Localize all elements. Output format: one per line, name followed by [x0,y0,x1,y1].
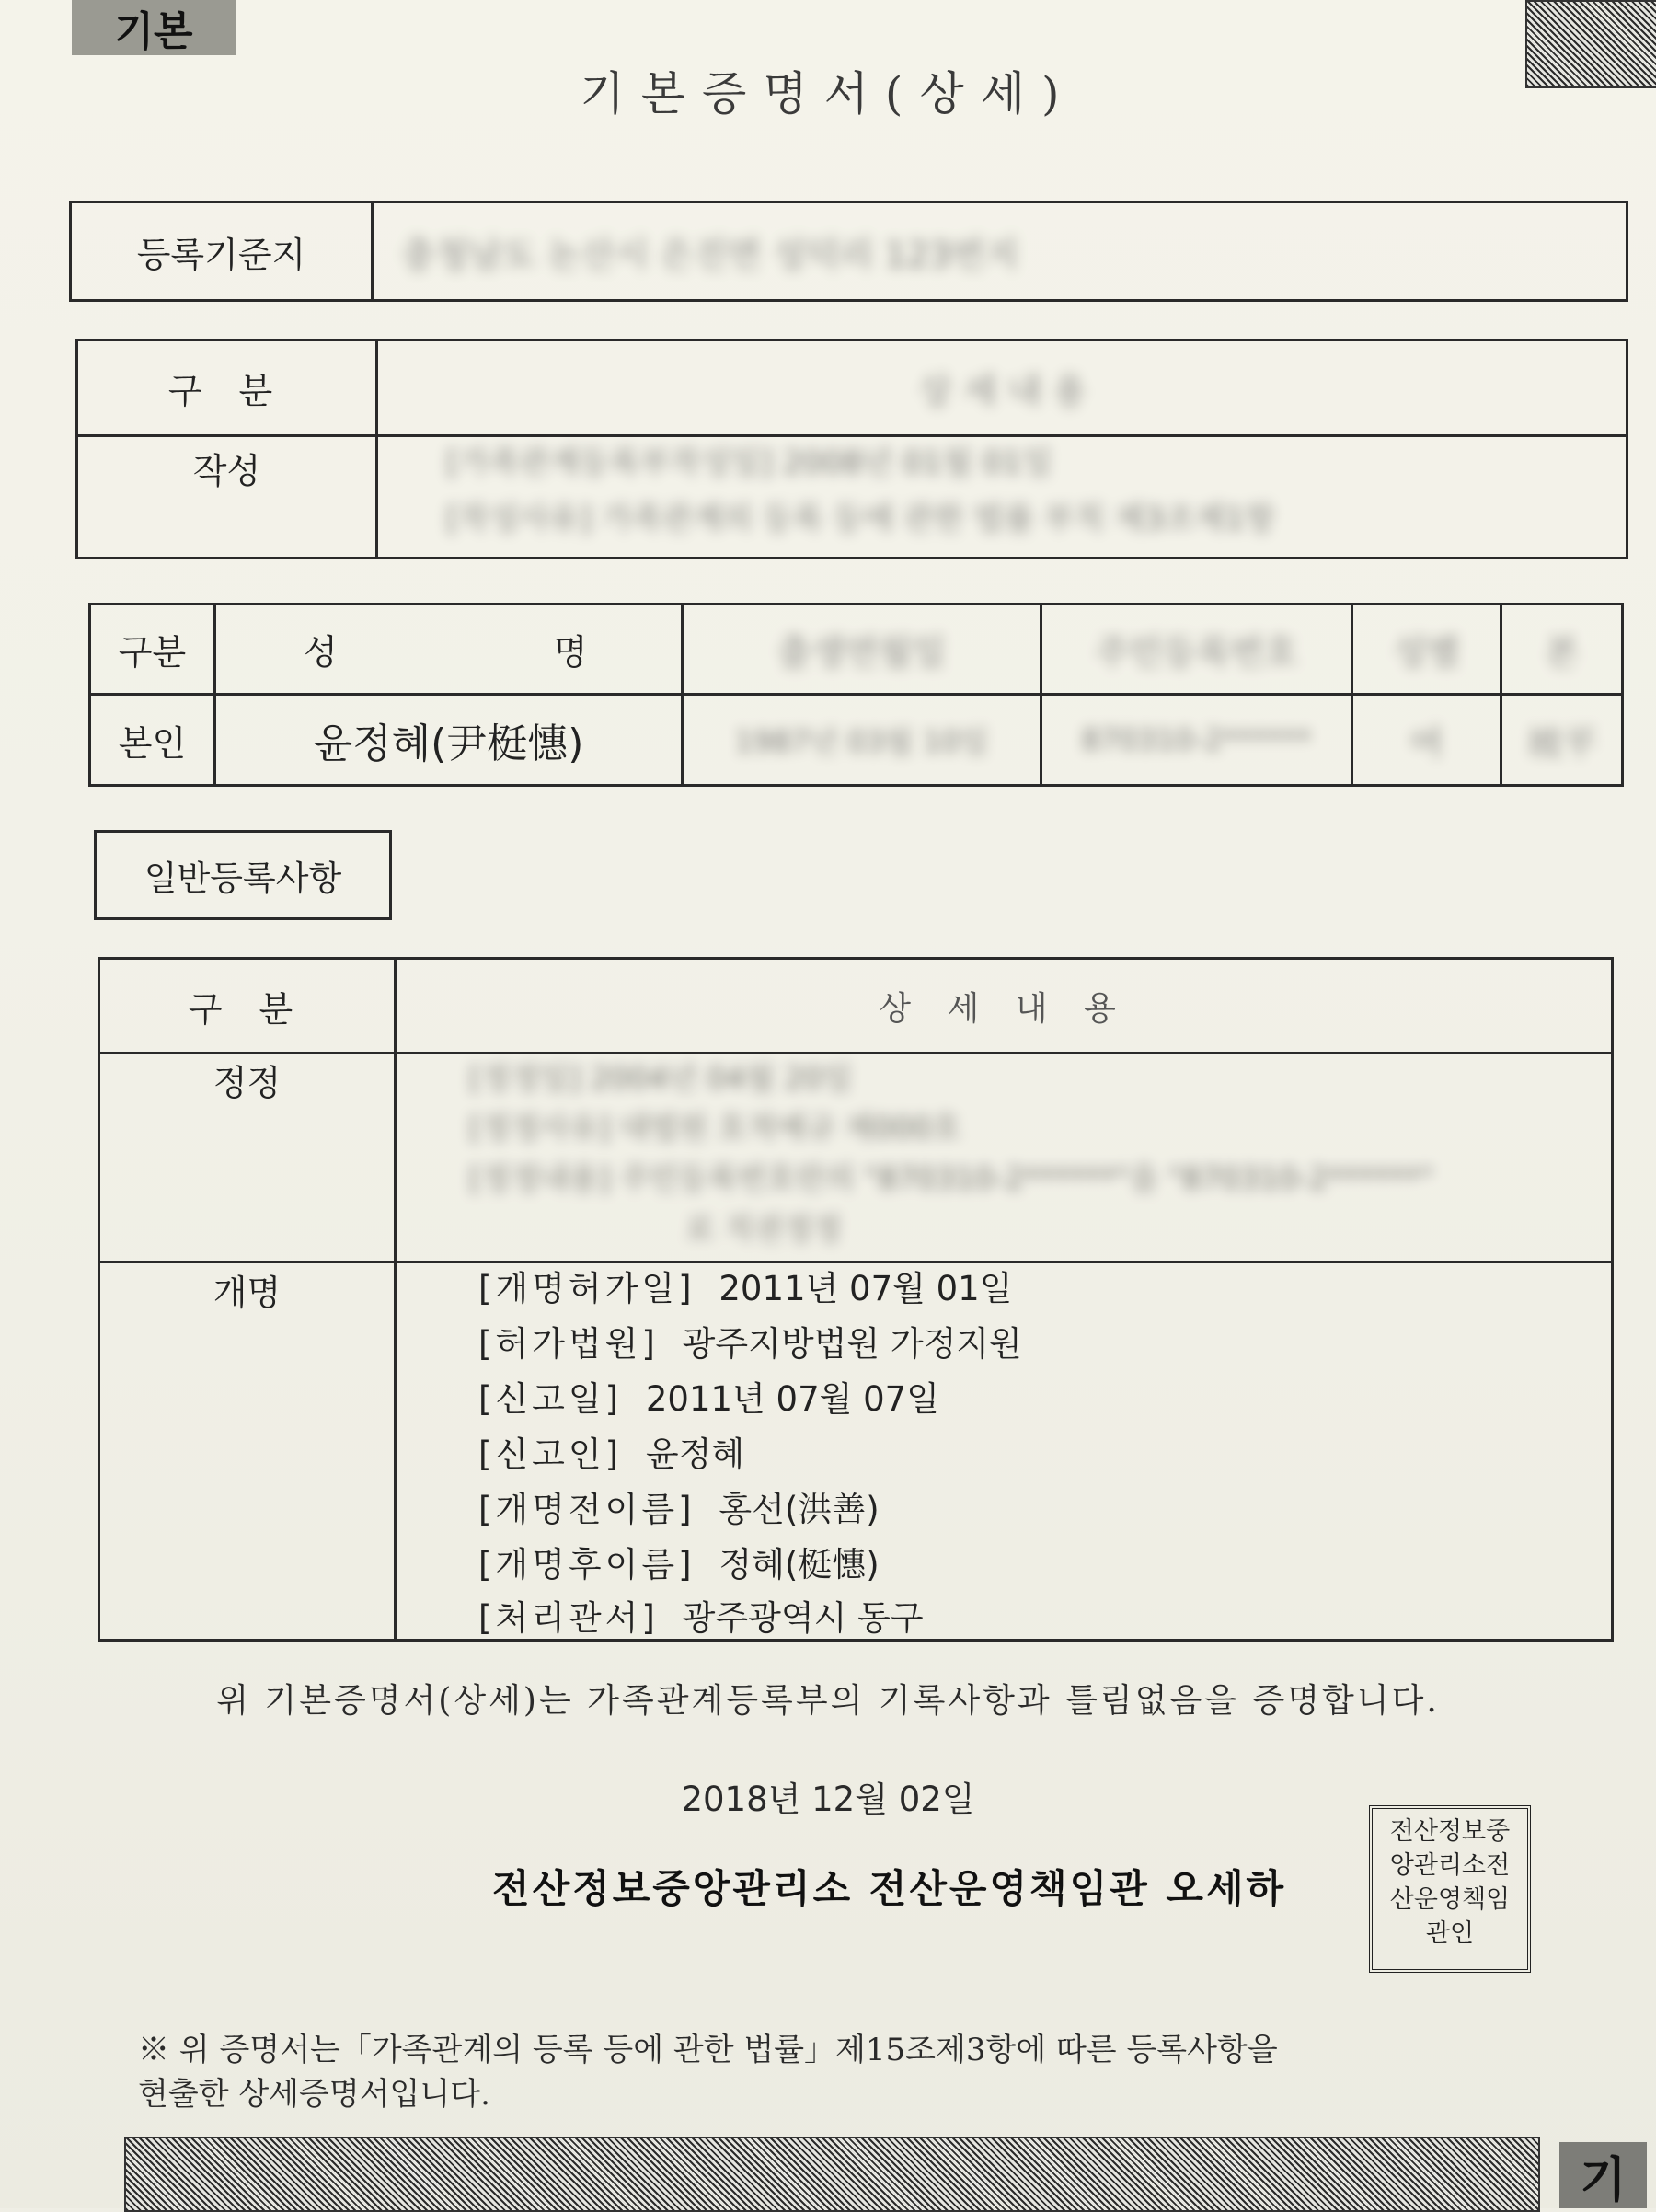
correction-label: 정정 [213,1062,282,1103]
document-title: 기본증명서(상세) [580,67,1076,121]
person-row-birth: 1987년 03월 10일 [734,724,989,759]
rename-line-label: [개명허가일] [478,1269,696,1308]
rename-line [478,1426,744,1476]
creation-header-value: 상 세 내 용 [917,371,1087,411]
general-section-label: 일반등록사항 [144,858,342,898]
person-header-gender: 성별 [1392,632,1461,673]
person-header-name-right: 명 [553,632,588,673]
person-row-resident-no: 870310-2****** [1081,722,1312,757]
person-header-birth: 출생연월일 [776,632,947,673]
rename-line [478,1481,880,1531]
correction-line-1: [정정일] 2004년 04월 20일 [469,1060,853,1096]
rename-line-value: 정혜(梃憓) [719,1545,880,1584]
rename-line-value: 광주광역시 동구 [682,1598,924,1638]
creation-row-line-2: [작성사유] 가족관계의 등록 등에 관한 법률 부칙 제3조제1항 [446,501,1275,537]
correction-line-4: 로 직권정정 [685,1211,842,1247]
certification-statement: 위 기본증명서(상세)는 가족관계등록부의 기록사항과 틀림없음을 증명합니다. [216,1682,1440,1720]
rename-line-label: [개명전이름] [478,1490,696,1529]
issuer-name: 전산정보중앙관리소 전산운영책임관 오세하 [492,1866,1287,1911]
person-header-name-left: 성 [304,632,338,673]
creation-row-label: 작성 [192,450,261,491]
detail-col-line [394,957,397,1642]
person-header-resident-no: 주민등록번호 [1095,632,1298,673]
person-row-name: 윤정혜(尹梃憓) [313,720,584,767]
registry-base-label: 등록기준지 [136,234,306,275]
footnote-line-1: ※ 위 증명서는「가족관계의 등록 등에 관한 법률」제15조제3항에 따른 등록사항을 [138,2032,1278,2068]
official-seal-text: 전산정보중앙관리소전산운영책임관인 [1389,1817,1511,1948]
rename-line [478,1316,1022,1365]
corner-mark-bottom-right-text: 기 [1580,2151,1627,2208]
rename-line-label: [신고일] [478,1379,623,1419]
rename-line-label: [허가법원] [478,1324,659,1364]
corner-mark-bottom-right [1559,2142,1647,2208]
rename-label: 개명 [213,1272,282,1313]
person-row-gender: 여 [1409,722,1443,764]
detail-header-detail: 상 세 내 용 [879,989,1129,1028]
detail-header-line [98,1052,1614,1054]
creation-header-label: 구 분 [167,371,286,411]
rename-line [478,1371,939,1421]
footnote-line-2: 현출한 상세증명서입니다. [138,2076,490,2113]
correction-line-2: [정정사유] 대법원 호적예규 제000호 [469,1110,961,1146]
corner-mark-top-left-text: 기본 [114,8,193,55]
rename-line-value: 윤정혜 [645,1434,745,1474]
person-row-category: 본인 [118,722,187,764]
rename-line-value: 광주지방법원 가정지원 [682,1324,1022,1364]
rename-line-value: 2011년 07월 07일 [645,1379,939,1419]
person-header-category: 구분 [118,632,187,673]
official-seal [1369,1805,1531,1973]
rename-line [478,1590,924,1640]
correction-line-3: [정정내용] 주민등록번호란의 "870310-2******"을 "870310-2******" [469,1160,1434,1196]
rename-line-label: [개명후이름] [478,1545,696,1584]
security-pattern-bottom [124,2137,1540,2212]
rename-line-value: 2011년 07월 01일 [719,1269,1013,1308]
registry-base-value: 충청남도 논산시 은진면 성덕리 123번지 [401,234,1019,275]
person-row-origin: 坡平 [1526,722,1597,764]
creation-row-line-1: [가족관계등록부작성일] 2008년 01월 01일 [446,444,1052,481]
rename-line [478,1537,880,1586]
rename-line-value: 홍선(洪善) [719,1490,880,1529]
detail-header-category: 구 분 [188,988,306,1030]
issue-date: 2018년 12월 02일 [681,1780,975,1819]
rename-line-label: [신고인] [478,1434,623,1474]
person-header-origin: 본 [1545,632,1580,673]
rename-line-label: [처리관서] [478,1598,659,1638]
corner-mark-top-left [72,0,236,55]
rename-line [478,1261,1012,1310]
